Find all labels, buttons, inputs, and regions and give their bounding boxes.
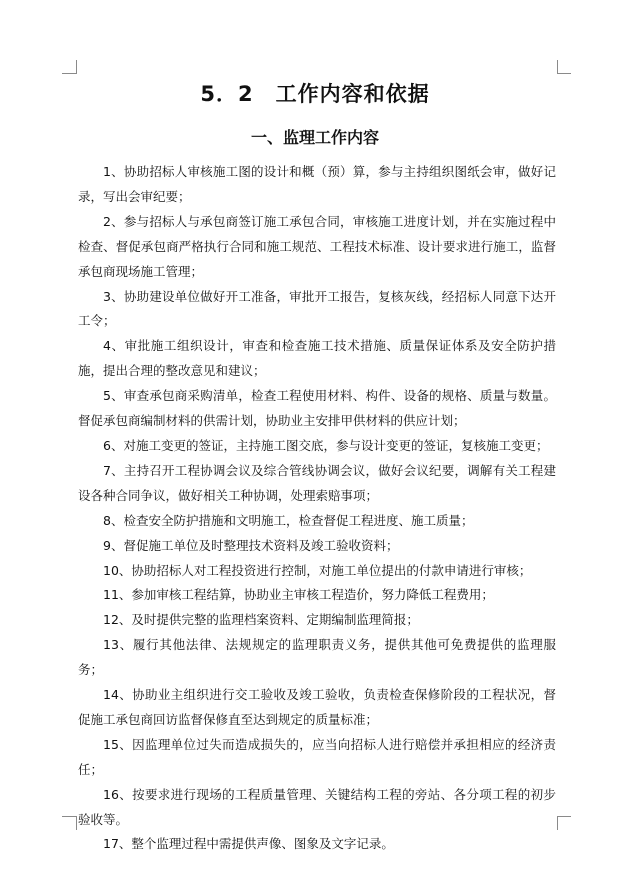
crop-mark (76, 60, 77, 74)
list-item: 13、履行其他法律、法规规定的监理职责义务，提供其他可免费提供的监理服务； (78, 637, 556, 678)
crop-mark (557, 816, 571, 817)
document-body (78, 160, 556, 857)
list-item: 8、检查安全防护措施和文明施工，检查督促工程进度、施工质量； (103, 512, 474, 528)
section-heading: 一、监理工作内容 (250, 128, 379, 147)
list-item: 1、协助招标人审核施工图的设计和概（预）算，参与主持组织图纸会审，做好记录，写出会审纪要； (78, 164, 556, 204)
crop-mark (557, 73, 571, 74)
list-item: 2、参与招标人与承包商签订施工承包合同，审核施工进度计划，并在实施过程中检查、督促承包商严格执行合同和施工规范、工程技术标准、设计要求进行施工，监督承包商现场施工管理； (78, 213, 556, 279)
list-item: 5、审查承包商采购清单，检查工程使用材料、构件、设备的规格、质量与数量。督促承包商编制材料的供需计划，协助业主安排甲供材料的供应计划； (78, 388, 556, 429)
crop-mark (557, 60, 558, 74)
list-item: 6、对施工变更的签证，主持施工图交底，参与设计变更的签证，复核施工变更； (103, 437, 549, 453)
list-item: 15、因监理单位过失而造成损失的，应当向招标人进行赔偿并承担相应的经济责任； (78, 736, 556, 777)
crop-mark (62, 816, 76, 817)
list-item: 9、督促施工单位及时整理技术资料及竣工验收资料； (103, 537, 399, 553)
page-title: 5．2 工作内容和依据 (200, 82, 430, 106)
list-item: 14、协助业主组织进行交工验收及竣工验收，负责检查保修阶段的工程状况，督促施工承包商回访监督保修直至达到规定的质量标准； (78, 687, 556, 727)
list-item: 4、审批施工组织设计，审查和检查施工技术措施、质量保证体系及安全防护措施，提出合理的整改意见和建议； (78, 338, 556, 379)
crop-mark (557, 816, 558, 830)
list-item: 11、参加审核工程结算，协助业主审核工程造价，努力降低工程费用； (103, 587, 494, 603)
list-item: 3、协助建设单位做好开工准备，审批开工报告，复核灰线，经招标人同意下达开工令； (78, 288, 556, 329)
list-item: 12、及时提供完整的监理档案资料、定期编制监理简报； (103, 612, 419, 628)
list-item: 10、协助招标人对工程投资进行控制，对施工单位提出的付款申请进行审核； (103, 562, 532, 578)
list-item: 16、按要求进行现场的工程质量管理、关键结构工程的旁站、各分项工程的初步验收等。 (78, 786, 556, 827)
list-item: 17、整个监理过程中需提供声像、图象及文字记录。 (103, 836, 394, 852)
list-item: 7、主持召开工程协调会议及综合管线协调会议，做好会议纪要，调解有关工程建设各种合同争议，做好相关工种协调，处理索赔事项； (78, 462, 556, 503)
crop-mark (62, 73, 76, 74)
crop-mark (76, 816, 77, 830)
